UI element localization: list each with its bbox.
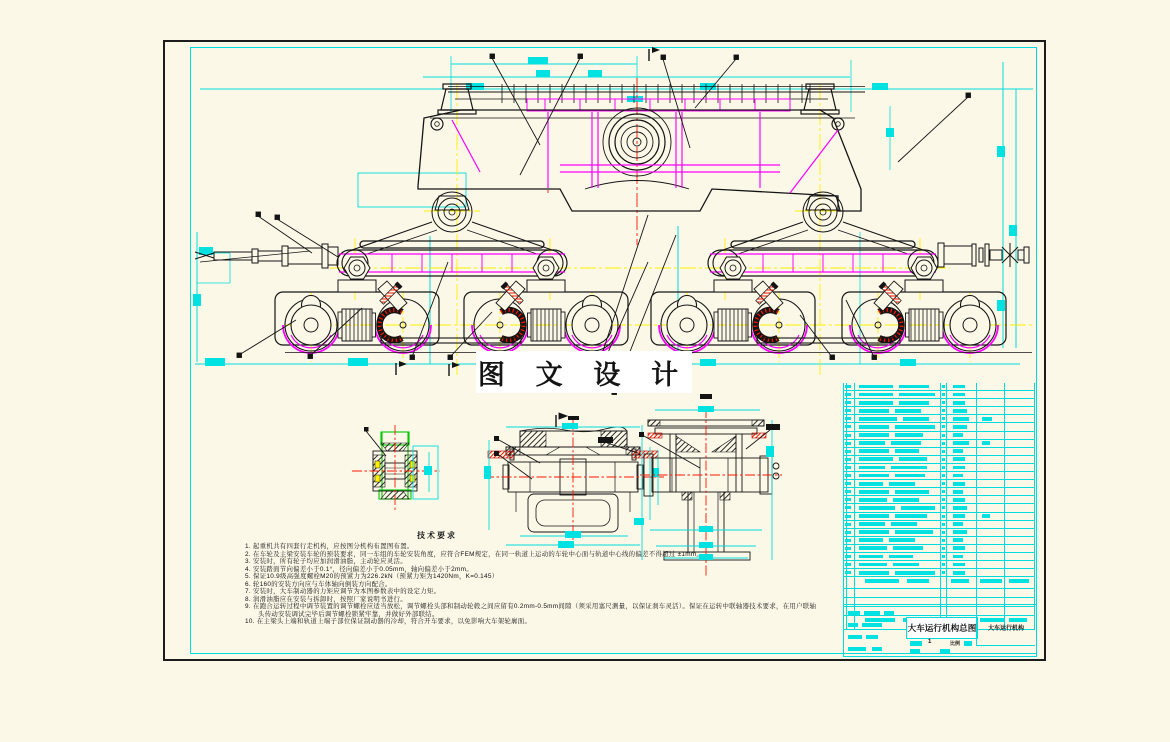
watermark-text: 图 文 设 计: [476, 351, 692, 393]
tech-requirement-item: 4. 安装踏面节向偏差小于0.1°，径向偏差小于0.05mm，轴向偏差小于2mm。: [245, 565, 473, 573]
parts-list-row: [843, 415, 1035, 423]
main-girder: [418, 84, 865, 211]
parts-list-row: [843, 537, 1035, 545]
bogie-4: [842, 257, 1006, 353]
scale-value: 1: [928, 639, 932, 645]
parts-list-row: [843, 383, 1035, 391]
parts-list-row: [843, 496, 1035, 504]
parts-list-row: [843, 456, 1035, 464]
section-mark-bottom-1: [396, 361, 407, 375]
parts-list-row: [843, 561, 1035, 569]
tech-requirement-item: 10. 在主梁头上端和轨道上端子部位保证制动器的冷却，符合开车要求，以免影响大车架轮廓面。: [245, 618, 532, 625]
tech-requirement-item: 1. 起重机共有四套行走机构，应按图分机构布置图布置。: [245, 543, 414, 550]
parts-list-row: [843, 553, 1035, 561]
parts-list-row: [843, 399, 1035, 407]
bogie-3: [651, 257, 815, 353]
bogie-1: [275, 257, 439, 353]
parts-list-row: [843, 577, 1035, 589]
parts-list-row: [843, 569, 1035, 577]
parts-list-row: [843, 545, 1035, 553]
detail-view-coupling: [352, 425, 440, 510]
tech-requirement-item: 3. 安装时，所有轮子均应加润滑油脂，主动轮应灵活。: [245, 558, 407, 565]
buffer-left: [195, 244, 338, 268]
parts-list-row: [843, 423, 1035, 431]
parts-list-row: [843, 480, 1035, 488]
parts-list-row: [843, 472, 1035, 480]
scale-label: 比例: [950, 641, 961, 647]
parts-list-row: [843, 464, 1035, 472]
parts-list-row: [843, 589, 1035, 598]
technical-requirements: [245, 530, 820, 626]
tech-requirements-title: 技术要求: [417, 531, 457, 540]
detail-view-wheel: [484, 413, 664, 548]
parts-list-row: [843, 488, 1035, 496]
product-name: 大车运行机构: [976, 609, 1035, 646]
parts-list-row: [843, 504, 1035, 512]
tech-requirements-list: [245, 543, 820, 626]
parts-list-row: [843, 513, 1035, 521]
bogie-2: [464, 257, 628, 353]
tech-requirement-item: 2. 在车轮及主梁安装车轮的预装要求，同一车组的车轮安装角度，应符合FEM规定，在同一轨道上运动的车轮中心面与轨道中心线的偏差不得超过 ±1mm。: [245, 550, 704, 558]
parts-list-row: [843, 529, 1035, 537]
parts-list-row: [843, 521, 1035, 529]
tech-requirement-item: 5. 保证10.9级高强度螺栓M20的预紧力为226.2kN（预紧力矩为1420Nm，K=0.145）: [245, 573, 499, 580]
parts-list-row: [843, 407, 1035, 415]
parts-list-row: [843, 432, 1035, 440]
drawing-title: 大车运行机构总图: [906, 617, 978, 639]
parts-list-table: [843, 383, 1035, 630]
section-mark-top: [649, 47, 660, 61]
tech-requirement-item: 7. 安装时，大车制动器的力矩应调节为本图参数表中的设定力矩。: [245, 588, 441, 595]
parts-list-row: [843, 440, 1035, 448]
tech-requirement-item: 8. 润滑油脂应在安装与拆卸时，按照厂家说明书进行。: [245, 595, 407, 603]
parts-list-row: [843, 448, 1035, 456]
tech-requirement-item: 6. 轮160的安装方向应与车体轴向倒装方向配合。: [245, 580, 392, 588]
title-block: [843, 604, 1037, 657]
parts-list-row: [843, 391, 1035, 399]
equalizer-beam-left: [337, 192, 567, 276]
tech-requirement-item: 9. 在跑合运转过程中调节装置的调节螺栓应适当放松，调节螺栓头部和制动轮毂之间应留有0.2mm-0.5mm间隙（须采用塞尺测量，以保证刹车灵活）。保证在运转中联轴器技术要求，在用户联轴头传动安装调试完毕后调节螺栓锁紧牢靠，并做好外部联结。: [245, 603, 817, 618]
buffer-right: [938, 243, 1029, 267]
